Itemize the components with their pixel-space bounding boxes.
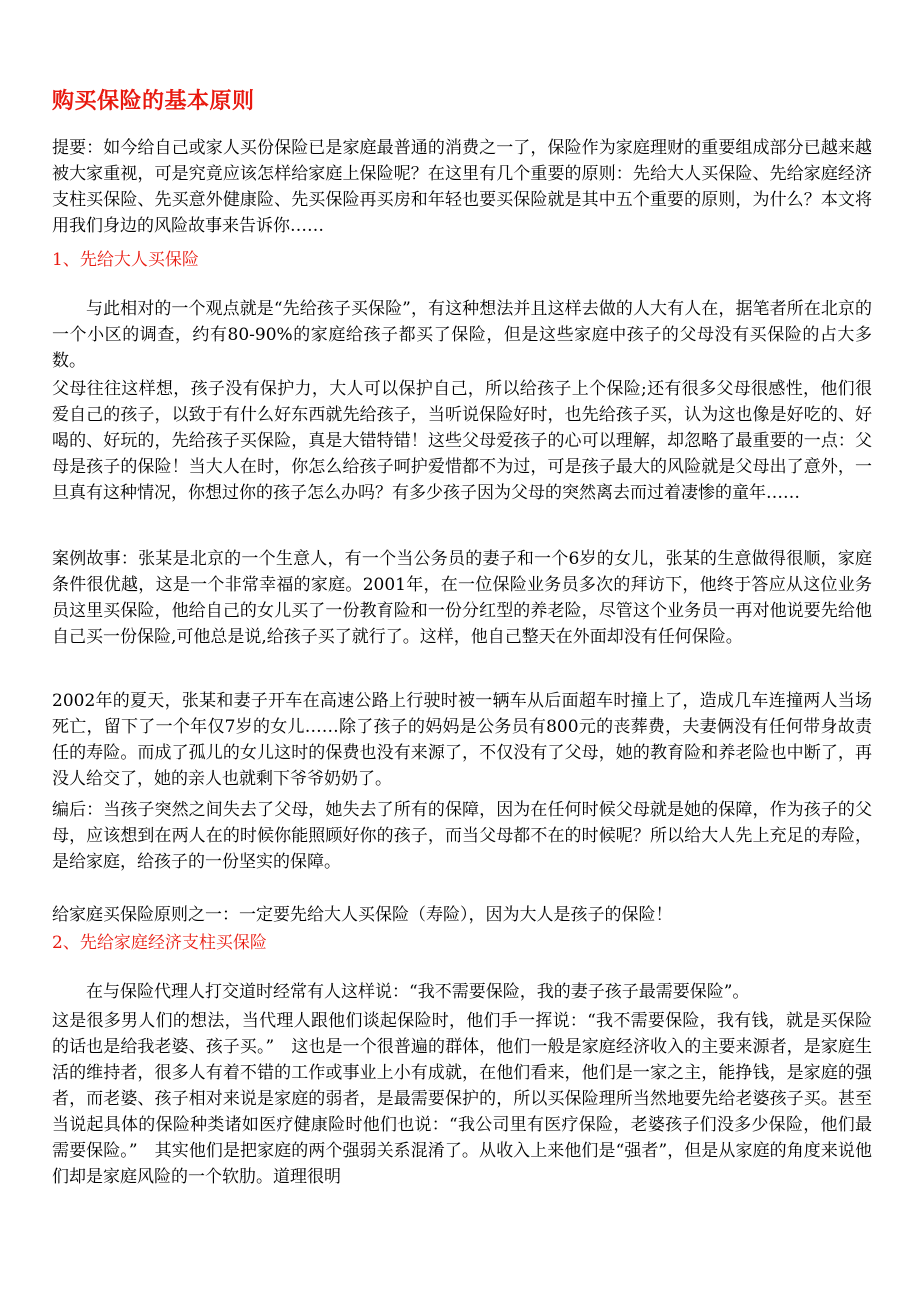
- section-2-paragraph-2: 这是很多男人们的想法，当代理人跟他们谈起保险时，他们手一挥说：“我不需要保险，我有钱，就是买保险的话也是给我老婆、孩子买。” 这也是一个很普遍的群体，他们一般是家庭经济收入的主要来源者，是家庭生活的维持者，很多人有着不错的工作或事业上小有成就，在他们看来，他们是一家之主，能挣钱，是家庭的强者，而老婆、孩子相对来说是家庭的弱者，是最需要保护的，所以买保险理所当然地要先给老婆孩子买。甚至当说起具体的保险种类诸如医疗健康险时他们也说：“我公司里有医疗保险，老婆孩子们没多少保险，他们最需要保险。” 其实他们是把家庭的两个强弱关系混淆了。从收入上来他们是“强者”，但是从家庭的角度来说他们却是家庭风险的一个软肋。道理很明: [52, 1011, 872, 1187]
- section-2-paragraph-1: 在与保险代理人打交道时经常有人这样说：“我不需要保险，我的妻子孩子最需要保险”。: [86, 982, 750, 1002]
- document-title: 购买保险的基本原则: [52, 88, 255, 114]
- principle-one: 给家庭买保险原则之一：一定要先给大人买保险（寿险），因为大人是孩子的保险！: [52, 905, 673, 925]
- section-1-heading: 1、先给大人买保险: [52, 250, 199, 270]
- section-1-paragraph-1: 与此相对的一个观点就是“先给孩子买保险”，有这种想法并且这样去做的人大有人在，据笔者所在北京的一个小区的调查，约有80-90%的家庭给孩子都买了保险，但是这些家庭中孩子的父母没有买保险的占大多数。: [52, 299, 872, 371]
- section-1-paragraph-2: 父母往往这样想，孩子没有保护力，大人可以保护自己，所以给孩子上个保险;还有很多父母很感性，他们很爱自己的孩子，以致于有什么好东西就先给孩子，当听说保险好时，也先给孩子买，认为这也像是好吃的、好喝的、好玩的，先给孩子买保险，真是大错特错！这些父母爱孩子的心可以理解，却忽略了最重要的一点：父母是孩子的保险！当大人在时，你怎么给孩子呵护爱惜都不为过，可是孩子最大的风险就是父母出了意外，一旦真有这种情况，你想过你的孩子怎么办吗？有多少孩子因为父母的突然离去而过着凄惨的童年……: [52, 379, 872, 503]
- section-1-paragraph-4: 2002年的夏天，张某和妻子开车在高速公路上行驶时被一辆车从后面超车时撞上了，造成几车连撞两人当场死亡，留下了一个年仅7岁的女儿……除了孩子的妈妈是公务员有800元的丧葬费，夫妻俩没有任何带身故责任的寿险。而成了孤儿的女儿这时的保费也没有来源了，不仅没有了父母，她的教育险和养老险也中断了，再没人给交了，她的亲人也就剩下爷爷奶奶了。: [52, 691, 872, 789]
- section-2-heading: 2、先给家庭经济支柱买保险: [52, 933, 267, 953]
- section-1-case-story: 案例故事：张某是北京的一个生意人，有一个当公务员的妻子和一个6岁的女儿，张某的生意做得很顺，家庭条件很优越，这是一个非常幸福的家庭。2001年，在一位保险业务员多次的拜访下，他终于答应从这位业务员这里买保险，他给自己的女儿买了一份教育险和一份分红型的养老险，尽管这个业务员一再对他说要先给他自己买一份保险,可他总是说,给孩子买了就行了。这样，他自己整天在外面却没有任何保险。: [52, 549, 872, 647]
- intro-paragraph: 提要：如今给自己或家人买份保险已是家庭最普通的消费之一了，保险作为家庭理财的重要组成部分已越来越被大家重视，可是究竟应该怎样给家庭上保险呢？在这里有几个重要的原则：先给大人买保险、先给家庭经济支柱买保险、先买意外健康险、先买保险再买房和年轻也要买保险就是其中五个重要的原则，为什么？本文将用我们身边的风险故事来告诉你……: [52, 138, 872, 236]
- section-1-editor-note: 编后：当孩子突然之间失去了父母，她失去了所有的保障，因为在任何时候父母就是她的保障，作为孩子的父母，应该想到在两人在的时候你能照顾好你的孩子，而当父母都不在的时候呢？所以给大人先上充足的寿险，是给家庭，给孩子的一份坚实的保障。: [52, 800, 872, 872]
